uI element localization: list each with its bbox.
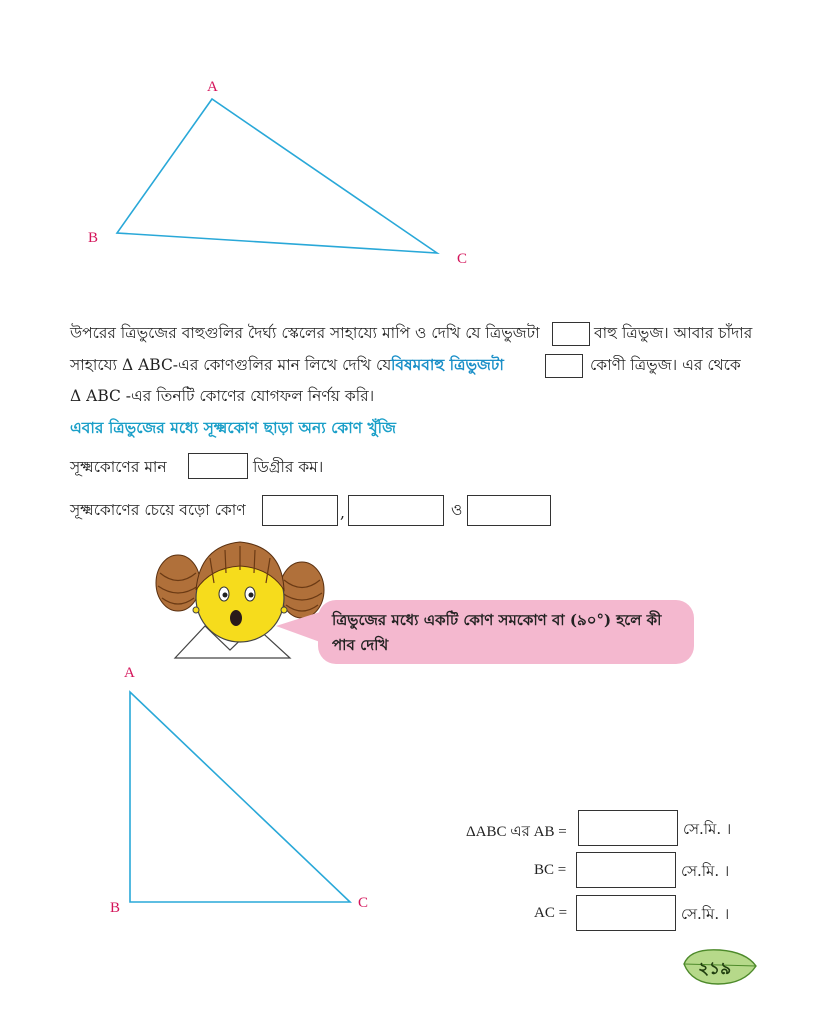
section-heading: এবার ত্রিভুজের মধ্যে সূক্ষ্মকোণ ছাড়া অন্য কোণ খুঁজি [70,418,396,437]
scalene-triangle-bold: বিষমবাহু ত্রিভুজটা [391,355,504,374]
bc-length-box[interactable] [576,852,676,888]
vertex-label-c: C [457,251,468,267]
side-type-answer-box[interactable] [552,322,590,346]
ab-label: ΔABC এর AB = [466,824,567,840]
vertex-label-a2: A [124,665,135,681]
acute-line-after: ডিগ্রীর কম। [253,458,324,476]
comma: , [340,504,345,522]
ab-unit: সে.মি. । [683,820,732,838]
vertex-label-b: B [88,230,99,246]
bigger-angle-box-2[interactable] [348,495,444,526]
bc-label: BC = [534,862,567,878]
line-1-part-b: বাহু ত্রিভুজ। আবার চাঁদার [594,324,753,342]
acute-angle-degree-box[interactable] [188,453,248,479]
and-word: ও [451,501,463,519]
ab-length-box[interactable] [578,810,678,846]
speech-bubble [318,600,694,664]
bigger-line-before: সূক্ষ্মকোণের চেয়ে বড়ো কোণ [70,501,246,519]
bc-unit: সে.মি. । [681,862,730,880]
vertex-label-a: A [207,79,218,95]
line-3: Δ ABC -এর তিনটি কোণের যোগফল নির্ণয় করি। [70,387,375,405]
page-number: ২১৯ [698,959,732,979]
speech-bubble-text: ত্রিভুজের মধ্যে একটি কোণ সমকোণ বা (৯০°) হলে কী পাব দেখি [332,611,662,654]
line-2-part-a: সাহায্যে Δ ABC-এর কোণগুলির মান লিখে দেখি যে [70,356,392,374]
line-1-part-a: উপরের ত্রিভুজের বাহুগুলির দৈর্ঘ্য স্কেলের সাহায্যে মাপি ও দেখি যে ত্রিভুজটা [70,324,540,342]
line-2-part-b: কোণী ত্রিভুজ। এর থেকে [590,356,741,374]
bigger-angle-box-1[interactable] [262,495,338,526]
vertex-label-b2: B [110,900,121,916]
angle-type-answer-box[interactable] [545,354,583,378]
vertex-label-c2: C [358,895,369,911]
ac-unit: সে.মি. । [681,905,730,923]
triangle-abc-scalene [0,0,825,280]
ac-label: AC = [534,905,568,921]
acute-line-before: সূক্ষ্মকোণের মান [70,458,167,476]
ac-length-box[interactable] [576,895,676,931]
paragraph-line-1 [70,320,540,346]
bigger-angle-box-3[interactable] [467,495,551,526]
